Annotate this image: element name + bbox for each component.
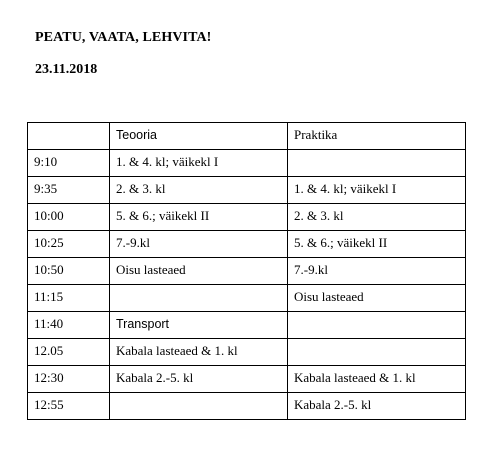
table-header-row — [28, 123, 466, 150]
cell-praktika — [288, 339, 466, 366]
table-row — [28, 393, 466, 420]
table-row — [28, 177, 466, 204]
cell-time: 9:10 — [28, 150, 110, 177]
cell-praktika: 2. & 3. kl — [288, 204, 466, 231]
table-row — [28, 285, 466, 312]
cell-time: 10:00 — [28, 204, 110, 231]
cell-teooria: Kabala lasteaed & 1. kl — [110, 339, 288, 366]
cell-teooria: 7.-9.kl — [110, 231, 288, 258]
cell-time: 9:35 — [28, 177, 110, 204]
schedule-table — [27, 122, 466, 420]
table-row — [28, 258, 466, 285]
cell-teooria: Transport — [110, 312, 288, 339]
cell-praktika: 1. & 4. kl; väikekl I — [288, 177, 466, 204]
document-title: PEATU, VAATA, LEHVITA! — [35, 30, 212, 45]
cell-praktika: 7.-9.kl — [288, 258, 466, 285]
cell-praktika — [288, 150, 466, 177]
header-time — [28, 123, 110, 150]
table-row — [28, 204, 466, 231]
cell-praktika — [288, 312, 466, 339]
header-praktika: Praktika — [288, 123, 466, 150]
document-date: 23.11.2018 — [35, 62, 98, 77]
cell-time: 10:25 — [28, 231, 110, 258]
schedule-table-body — [28, 123, 466, 420]
cell-praktika: 5. & 6.; väikekl II — [288, 231, 466, 258]
header-teooria: Teooria — [110, 123, 288, 150]
table-row — [28, 312, 466, 339]
cell-time: 11:40 — [28, 312, 110, 339]
cell-praktika: Kabala lasteaed & 1. kl — [288, 366, 466, 393]
cell-praktika: Kabala 2.-5. kl — [288, 393, 466, 420]
cell-time: 12.05 — [28, 339, 110, 366]
cell-teooria: Oisu lasteaed — [110, 258, 288, 285]
table-row — [28, 339, 466, 366]
table-row — [28, 366, 466, 393]
cell-time: 12:30 — [28, 366, 110, 393]
cell-teooria: 2. & 3. kl — [110, 177, 288, 204]
cell-time: 10:50 — [28, 258, 110, 285]
table-row — [28, 150, 466, 177]
cell-teooria — [110, 285, 288, 312]
cell-time: 12:55 — [28, 393, 110, 420]
cell-praktika: Oisu lasteaed — [288, 285, 466, 312]
cell-teooria: 1. & 4. kl; väikekl I — [110, 150, 288, 177]
table-row — [28, 231, 466, 258]
cell-teooria: 5. & 6.; väikekl II — [110, 204, 288, 231]
cell-time: 11:15 — [28, 285, 110, 312]
cell-teooria — [110, 393, 288, 420]
cell-teooria: Kabala 2.-5. kl — [110, 366, 288, 393]
